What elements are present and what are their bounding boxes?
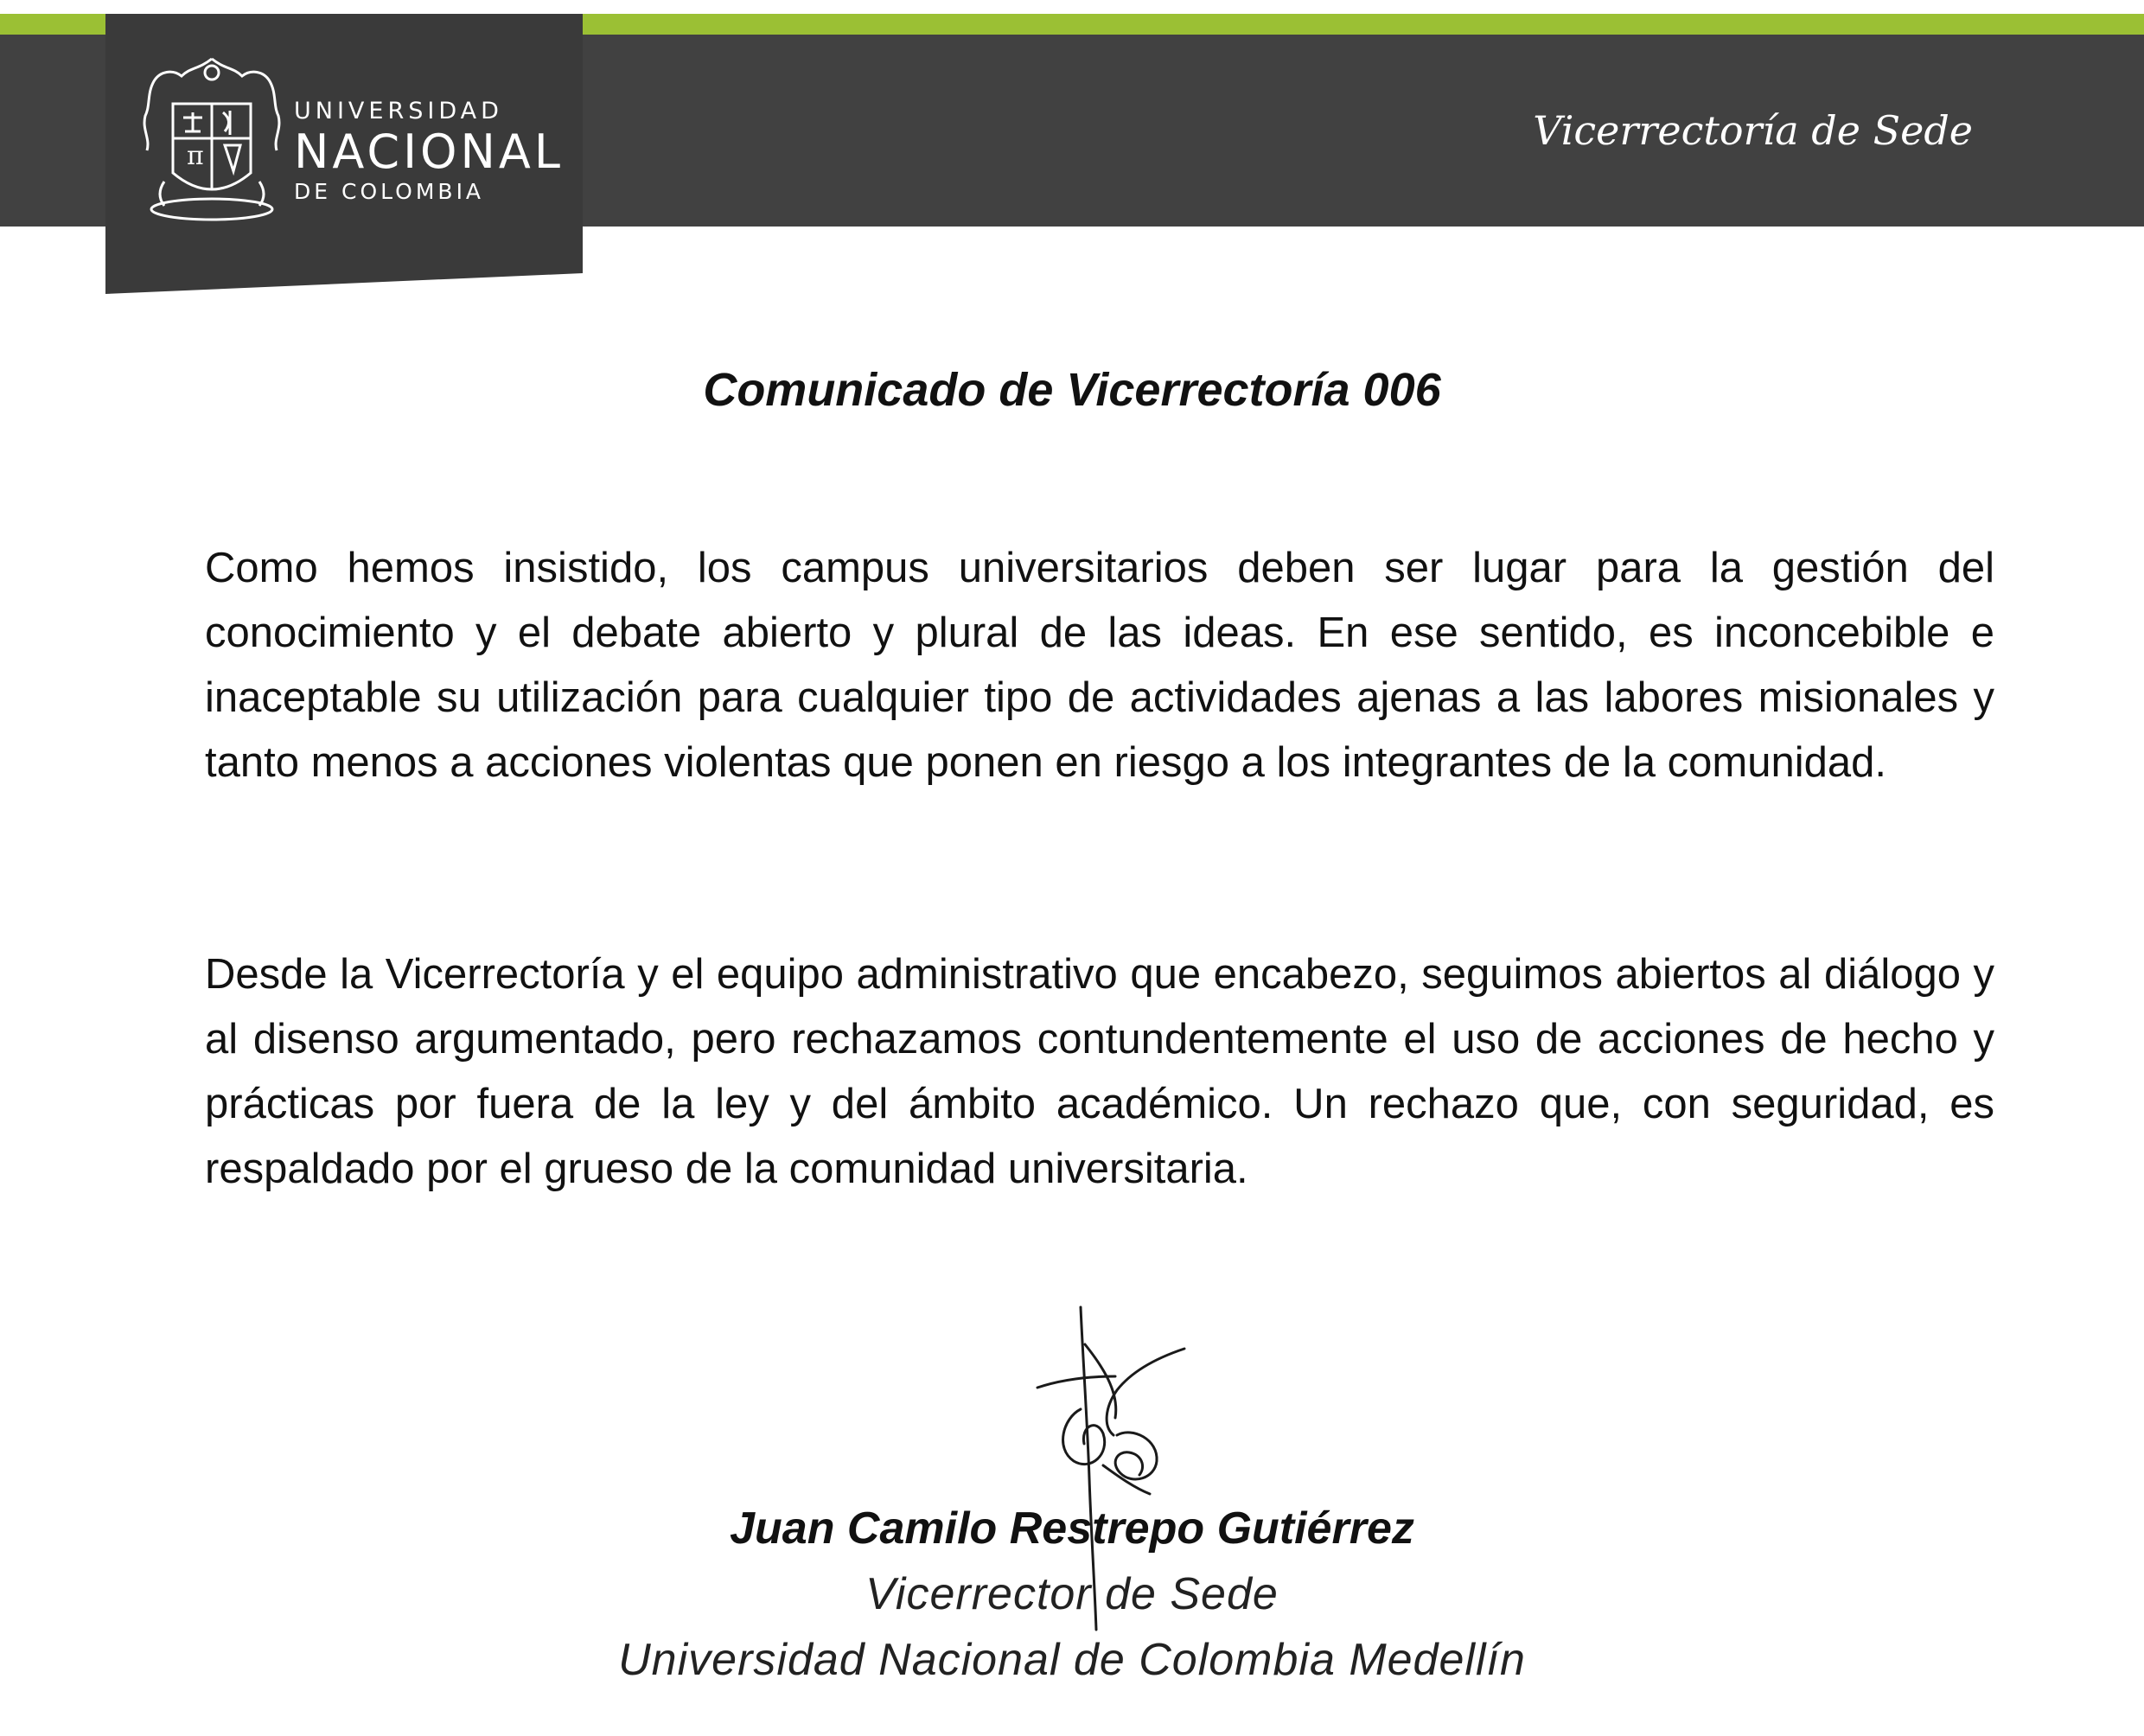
signer-name: Juan Camilo Restrepo Gutiérrez [730,1503,1414,1554]
wordmark-line-3: DE COLOMBIA [294,179,485,204]
department-label: Vicerrectoría de Sede [1533,107,1973,154]
wordmark-line-1: UNIVERSIDAD [294,98,503,124]
svg-text:π: π [187,141,204,171]
signer-institution: Universidad Nacional de Colombia Medellín [618,1635,1526,1685]
university-wordmark [294,97,564,206]
signature-block [0,1496,2144,1693]
university-crest-icon [138,52,285,229]
body-paragraph-1: Como hemos insistido, los campus universitarios deben ser lugar para la gestión del conocimiento y el debate abierto y plural de las ideas. En ese sentido, es inconcebible e inaceptable su utilización para cualquier tipo de actividades ajenas a las labores misionales y tanto menos a acciones violentas que ponen en riesgo a los integrantes de la comunidad. [205,545,1994,786]
signer-role: Vicerrector de Sede [865,1569,1279,1619]
document-title: Comunicado de Vicerrectoría 006 [703,364,1441,416]
wordmark-line-2: NACIONAL [294,124,564,179]
body-paragraph-2: Desde la Vicerrectoría y el equipo administrativo que encabezo, seguimos abiertos al diálogo y al disenso argumentado, pero rechazamos contundentemente el uso de acciones de hecho y prácticas por fuera de la ley y del ámbito académico. Un rechazo que, con seguridad, es respaldado por el grueso de la comunidad universitaria. [205,951,1994,1192]
